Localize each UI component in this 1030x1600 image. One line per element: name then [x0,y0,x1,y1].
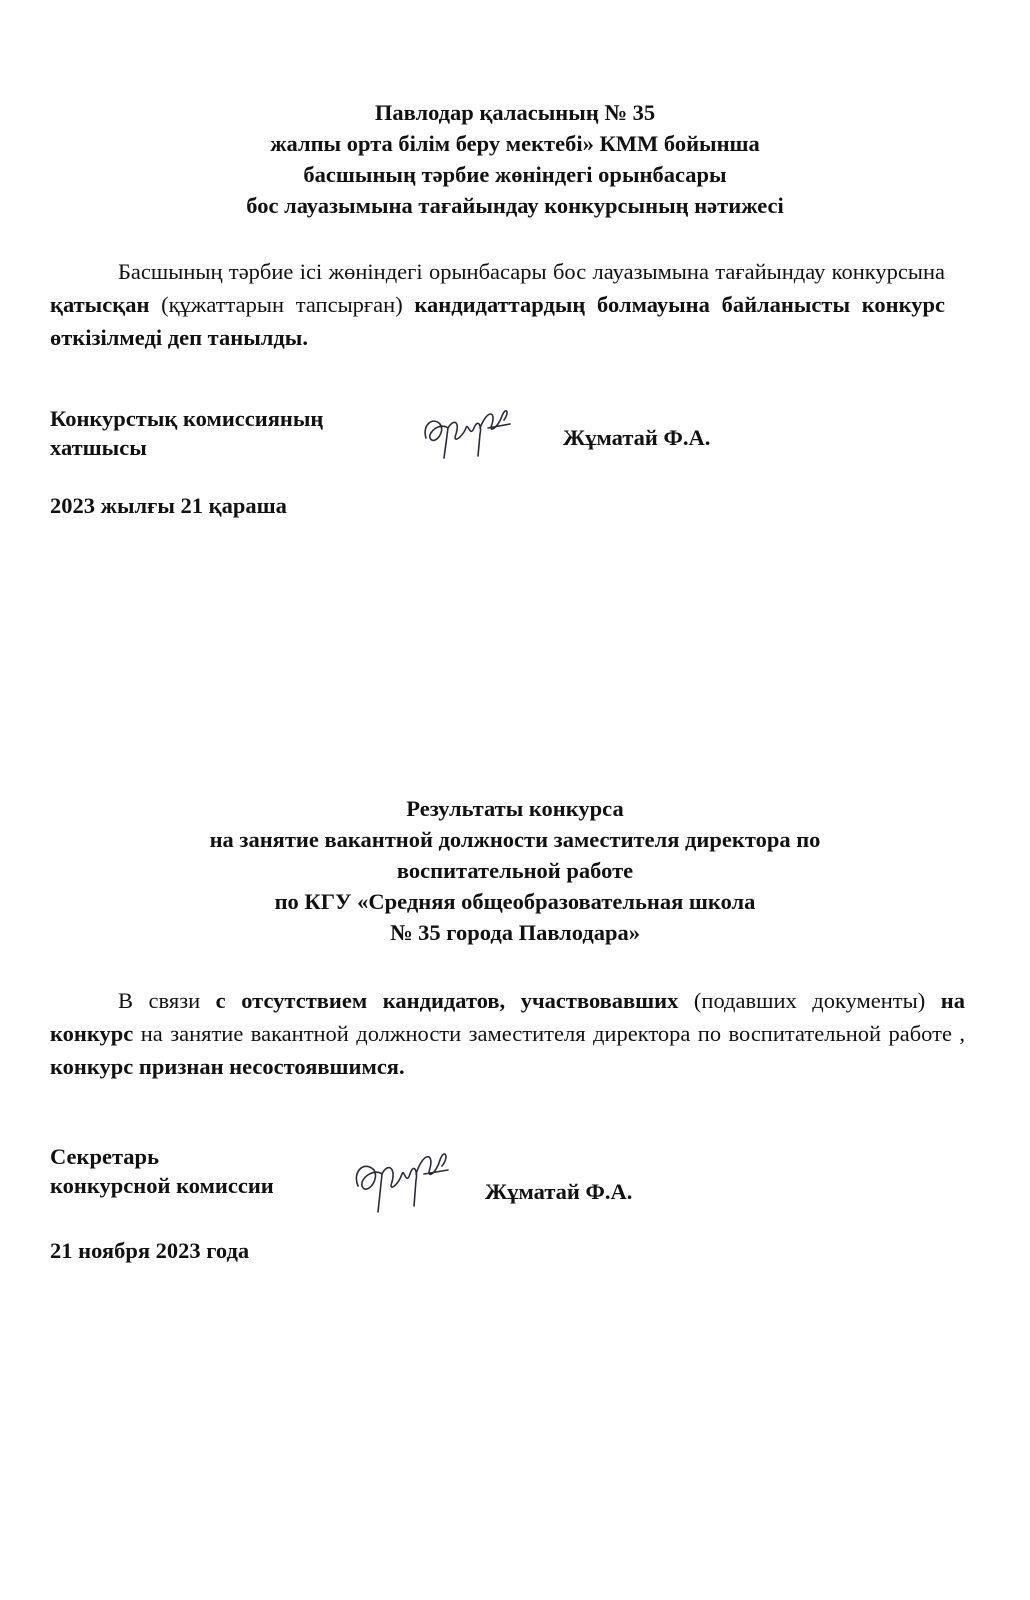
ru-title-line: по КГУ «Средняя общеобразовательная школа [274,889,756,914]
kz-body-text: Басшының тәрбие ісі жөніндегі орынбасары бос лауазымына тағайындау конкурсына [118,259,945,284]
ru-body-text: конкурс признан несостоявшимся. [50,1054,405,1079]
ru-signer-name: Жұматай Ф.А. [485,1179,633,1204]
kz-title [0,97,1030,221]
ru-title-line: воспитательной работе [396,858,634,883]
ru-title-line: на занятие вакантной должности заместителя директора по [209,827,821,852]
kz-date: 2023 жылғы 21 қараша [50,493,287,518]
ru-body-text: на занятие вакантной должности заместителя директора по воспитательной работе , [133,1021,965,1046]
ru-signer-label: Секретарь конкурсной комиссии [50,1144,274,1198]
kz-title-line: жалпы орта білім беру мектебі» КММ бойынша [270,131,760,156]
kz-body-text: қатысқан [50,292,150,317]
ru-body-text: с отсутствием кандидатов, участвовавших [215,988,679,1013]
kz-title-line: бос лауазымына тағайындау конкурсының нәтижесі [246,193,784,218]
ru-body-text: (подавших документы) [678,988,941,1013]
handwritten-signature [348,1140,458,1220]
ru-body-paragraph [50,984,965,1083]
kz-body-paragraph [50,255,945,354]
kz-signer-name: Жұматай Ф.А. [563,425,711,450]
kz-body-text: кандидаттардың болмауына байланысты конкурс өткізілмеді деп танылды. [50,292,945,350]
kz-signer-label: Конкурстық комиссияның хатшысы [50,406,324,460]
ru-date: 21 ноября 2023 года [50,1238,250,1263]
ru-body-text: В связи [118,988,216,1013]
ru-title-line: № 35 города Павлодара» [389,920,641,945]
ru-body-text: на конкурс [50,988,965,1046]
kz-body-text: (құжаттарын тапсырған) [149,292,415,317]
handwritten-signature [418,398,518,468]
kz-title-line: Павлодар қаласының № 35 [374,100,656,125]
ru-title-line: Результаты конкурса [406,796,624,821]
ru-title [0,793,1030,948]
kz-title-line: басшының тәрбие жөніндегі орынбасары [303,162,727,187]
